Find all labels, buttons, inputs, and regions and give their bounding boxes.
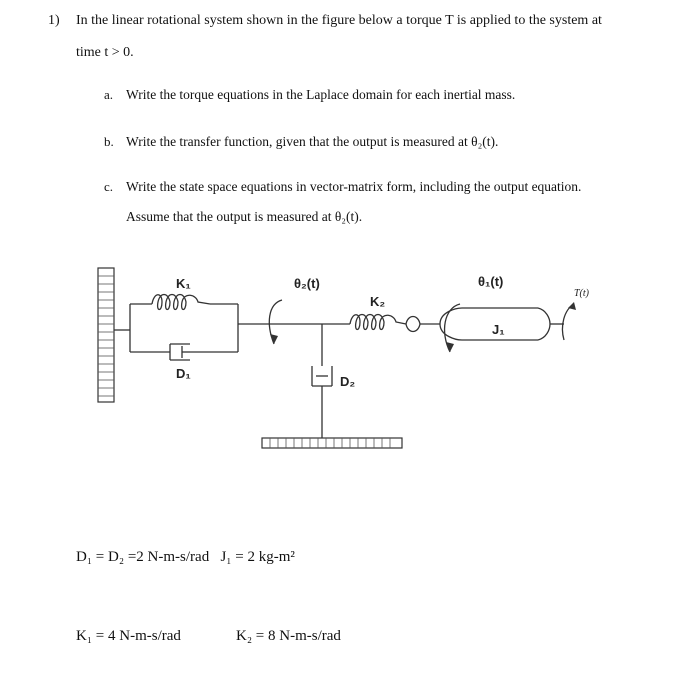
label-d2: D₂ xyxy=(340,374,356,389)
label-torque: T(t) xyxy=(574,288,589,299)
label-d1: D₁ xyxy=(176,366,191,381)
item-a-label: a. xyxy=(104,87,114,102)
coupling-disk xyxy=(406,317,440,332)
label-k1: K₁ xyxy=(176,276,191,291)
torque-arrow xyxy=(562,304,574,340)
question-number: 1) xyxy=(48,13,60,28)
spring-k2 xyxy=(350,315,406,330)
bottom-ground xyxy=(262,438,402,448)
question-text-line1: In the linear rotational system shown in the figure below a torque T is applied to the system at xyxy=(76,13,602,28)
item-c-text-line1: Write the state space equations in vector-matrix form, including the output equation. xyxy=(126,179,582,194)
item-a-text: Write the torque equations in the Laplace domain for each inertial mass. xyxy=(126,87,516,102)
param-damping: D₁ = D₂ =2 N-m-s/rad xyxy=(76,549,210,565)
shaft-lines xyxy=(278,324,350,366)
spring-k1 xyxy=(152,295,210,310)
left-wall xyxy=(98,268,114,402)
item-b-label: b. xyxy=(104,134,114,149)
item-c-label: c. xyxy=(104,179,114,194)
label-theta1: θ₁(t) xyxy=(478,274,504,289)
param-damping-inertia xyxy=(76,548,295,566)
question-text-line2: time t > 0. xyxy=(76,45,134,60)
item-c-text-line2: Assume that the output is measured at θ₂(t). xyxy=(126,209,363,224)
label-j1: J₁ xyxy=(492,322,505,337)
item-b-text: Write the transfer function, given that the output is measured at θ₂(t). xyxy=(126,134,499,149)
param-inertia: J₁ = 2 kg-m² xyxy=(220,549,295,565)
label-theta2: θ₂(t) xyxy=(294,276,320,291)
label-k2: K₂ xyxy=(370,294,386,309)
param-k2: K₂ = 8 N-m-s/rad xyxy=(236,628,341,644)
k1-d1-frame xyxy=(114,304,278,352)
damper-d1 xyxy=(170,344,190,360)
theta2-arrowhead xyxy=(270,334,278,344)
param-k1: K₁ = 4 N-m-s/rad xyxy=(76,628,181,644)
damper-d2 xyxy=(312,366,332,438)
rotational-system-diagram xyxy=(90,262,610,462)
